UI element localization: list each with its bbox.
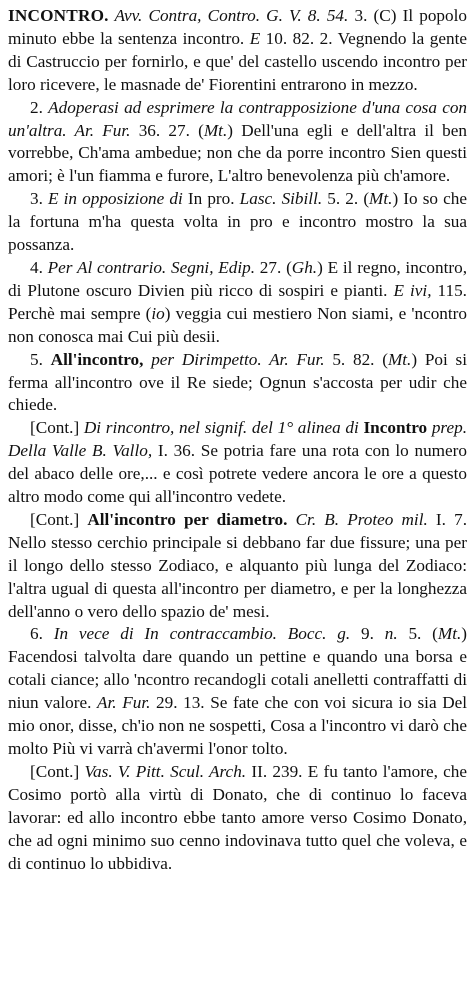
- text-run: n.: [384, 624, 398, 644]
- text-run: E: [249, 28, 261, 48]
- entry-sense-3: [8, 188, 467, 257]
- text-run: Di rincontro, nel signif. del 1° alinea di: [83, 418, 359, 438]
- text-run: 6.: [30, 624, 54, 644]
- text-run: 3. (C) Il popolo minuto ebbe la sentenza incontro.: [8, 6, 467, 48]
- text-run: io: [151, 303, 165, 323]
- text-run: Lasc. Sibill.: [239, 189, 323, 209]
- text-run: E in opposizione di: [48, 189, 183, 209]
- entry-cont-diametro: [8, 509, 467, 624]
- text-run: All'incontro,: [50, 349, 144, 369]
- text-run: 5. 2. (: [322, 189, 370, 209]
- text-run: In vece di In contraccambio. Bocc. g.: [53, 624, 351, 644]
- text-run: Gh.: [291, 257, 318, 277]
- text-run: per Dirimpetto. Ar. Fur.: [143, 349, 325, 369]
- text-run: ) E il regno, incontro, di Plutone oscuro Divien più ricco di sospiri e pianti.: [8, 257, 467, 300]
- text-run: [Cont.]: [30, 761, 85, 781]
- text-run: II. 239. E fu tanto l'amore, che Cosimo portò alla virtù di Donato, che di continuo lo faceva lavorar: ed allo incontro ebbe tanto amore verso Cosimo Donato, che ad ogni minimo suo cenno indovinava tutto quel che voleva, e di continuo lo ubbidiva.: [8, 761, 468, 873]
- text-run: ) Dell'una egli e dell'altra il ben vorrebbe, Ch'ama ambedue; non che da porre incontro Sien questi amori; è l'un fiamma e furore, L'altro benevolenza più ch'amore.: [8, 120, 467, 186]
- text-run: ) veggia cui mestiero Non siami, e 'ncontro non conosca mai Cui più desii.: [8, 303, 467, 346]
- text-run: I. 36. Se potria fare una rota con lo numero del abaco delle ore,... e così potrete vedere ancora le ore a questo altro modo come qui all'incontro vedete.: [8, 441, 467, 507]
- text-run: 9.: [350, 624, 385, 644]
- entry-sense-5: [8, 349, 467, 418]
- text-run: Mt.: [387, 349, 412, 369]
- text-run: 27. (: [255, 257, 292, 277]
- text-run: ) Io so che la fortuna m'ha questa volta in pro e incontro mostro la sua possanza.: [8, 189, 467, 255]
- text-run: prep. Della Valle B. Vallo,: [8, 418, 467, 461]
- text-run: [Cont.]: [30, 509, 88, 529]
- text-run: Vas. V. Pitt. Scul. Arch.: [84, 761, 247, 781]
- text-run: 2.: [30, 97, 49, 117]
- text-run: 5.: [30, 349, 51, 369]
- text-run: 115. Perchè mai sempre (: [8, 280, 467, 323]
- text-run: In pro.: [182, 189, 240, 209]
- text-run: 3.: [30, 189, 49, 209]
- headword: INCONTRO.: [8, 6, 109, 25]
- text-run: Adoperasi ad esprimere la contrapposizione d'una cosa con un'altra. Ar. Fur.: [8, 97, 468, 140]
- text-run: Incontro: [358, 418, 432, 438]
- text-run: ) Facendosi talvolta dare quando un pettine e quando una borsa e cotali ciance; allo 'ncontro recandogli cotali anelletti contraffatti di niun valore.: [8, 624, 468, 713]
- entry-cont-vasari: [8, 761, 467, 876]
- text-run: 10. 82. 2. Vegnendo la gente di Castruccio per fornirlo, e que' del castello uscendo incontro per loro ricevere, le masnade de' Fiorentini entrarono in mezzo.: [8, 28, 467, 94]
- text-run: ) Poi si ferma all'incontro ove il Re siede; Ognun s'accosta per udir che chiede.: [8, 349, 467, 415]
- text-run: Ar. Fur.: [97, 693, 151, 713]
- entry-cont-rincontro: [8, 417, 467, 509]
- text-run: Per Al contrario. Segni, Edip.: [47, 257, 256, 277]
- text-run: 36. 27. (: [130, 120, 204, 140]
- text-run: 5. 82. (: [324, 349, 388, 369]
- entry-definition-1: [8, 5, 467, 97]
- entry-sense-2: [8, 97, 467, 189]
- text-run: Mt.: [369, 189, 393, 209]
- entry-sense-6: [8, 623, 467, 760]
- text-run: 29. 13. Se fate che con voi sicura io sia Del mio onor, disse, ch'io non ne sospetti, Cosa a l'incontro vi darò che molto Più vi varrà ch'avermi l'onor tolto.: [8, 693, 468, 758]
- text-run: Cr. B. Proteo mil.: [287, 509, 428, 529]
- text-run: I. 7. Nello stesso cerchio principale si debbano far due fissure; una per il longo dello stesso Zodiaco, e alquanto più lunga del Zodiaco: l'altra ugual di questa all'incontro per diametro, e per la longhezza dell'anno o vero dello spazio de' mesi.: [8, 509, 467, 621]
- entry-sense-4: [8, 257, 467, 349]
- text-run: E ivi,: [393, 280, 432, 300]
- text-run: Mt.: [437, 624, 462, 644]
- text-run: 4.: [30, 257, 48, 277]
- text-run: All'incontro per diametro.: [87, 509, 288, 529]
- text-run: Avv. Contra, Contro. G. V. 8. 54.: [108, 6, 349, 25]
- text-run: 5. (: [397, 624, 438, 644]
- text-run: Mt.: [203, 120, 228, 140]
- text-run: [Cont.]: [30, 418, 84, 438]
